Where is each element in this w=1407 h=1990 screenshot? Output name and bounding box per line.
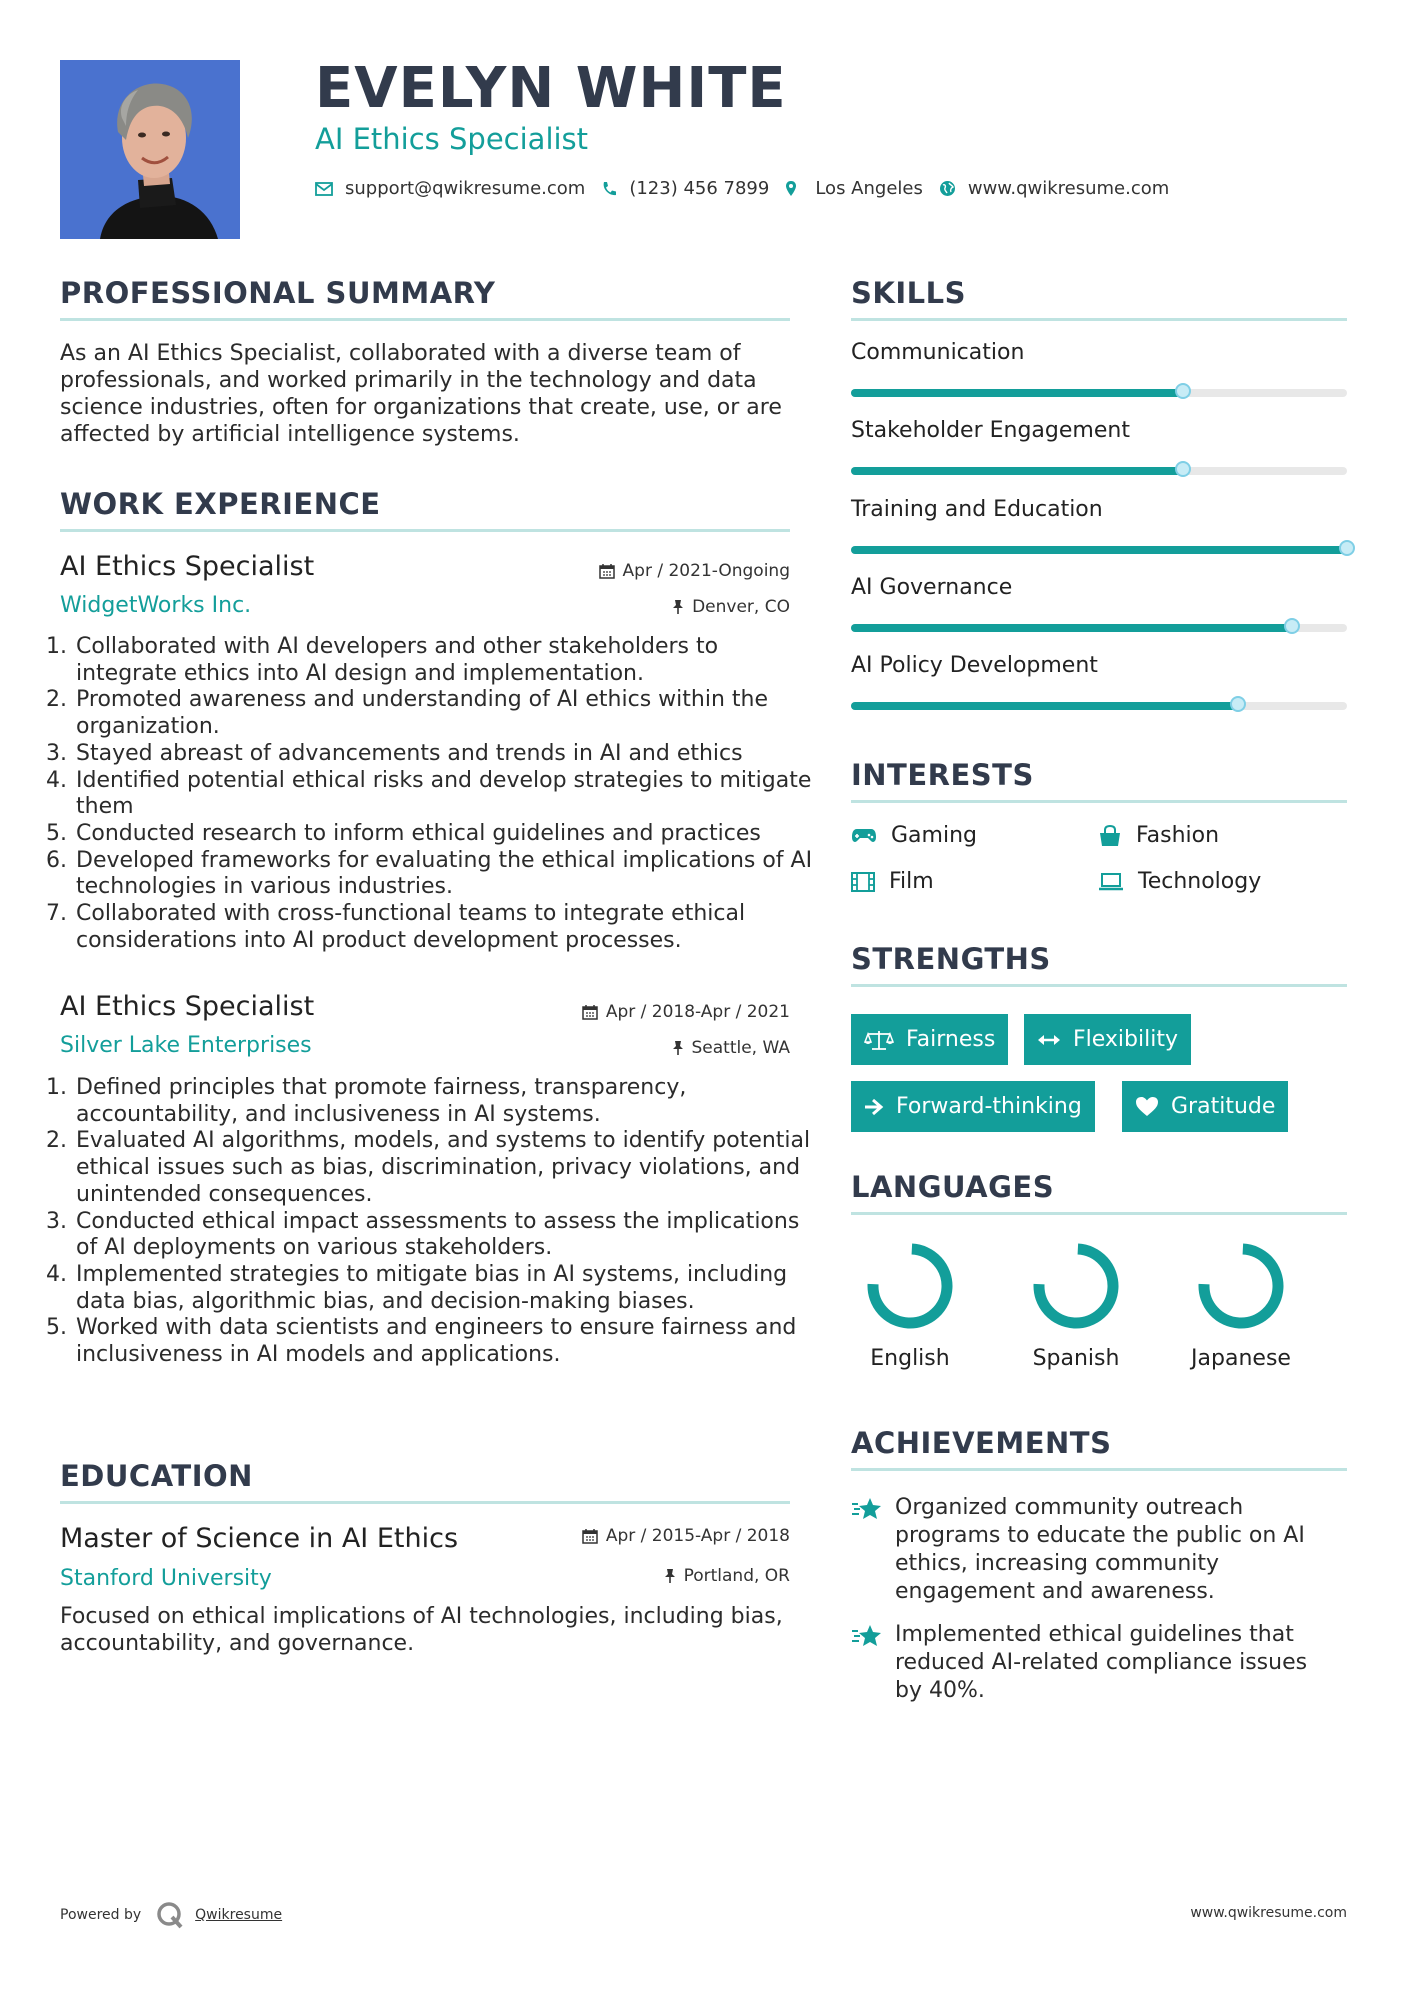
- job-duties: [55, 634, 814, 954]
- duty-item: 1. Collaborated with AI developers and other stakeholders to integrate ethics into AI design and implementation.: [74, 634, 814, 687]
- job-location-text: Seattle, WA: [691, 1038, 790, 1058]
- skill-level-knob: [1284, 618, 1300, 634]
- skill-bar-track: [851, 624, 1347, 632]
- achievement-item: [851, 1494, 1331, 1606]
- language-level-arc: [873, 1249, 947, 1323]
- calendar-icon: [582, 1004, 598, 1020]
- job-location: [672, 597, 790, 617]
- duty-item: 7. Collaborated with cross-functional teams to integrate ethical considerations into AI product development processes.: [74, 901, 814, 954]
- pushpin-icon: [672, 1040, 684, 1056]
- balance-scale-icon: [864, 1029, 894, 1051]
- skill-level-knob: [1175, 383, 1191, 399]
- experience-divider: [60, 529, 790, 532]
- education-dates: [582, 1526, 790, 1546]
- map-pin-icon: [785, 180, 797, 197]
- candidate-title: AI Ethics Specialist: [315, 122, 589, 156]
- duty-item: 3. Stayed abreast of advancements and trends in AI and ethics: [74, 741, 814, 768]
- portrait-image: [60, 60, 240, 239]
- contact-location: [785, 178, 923, 199]
- duty-item: 4. Implemented strategies to mitigate bias in AI systems, including data bias, algorithmic bias, and decision-making biases.: [74, 1262, 814, 1315]
- strength-label: Fairness: [906, 1027, 996, 1052]
- candidate-name: EVELYN WHITE: [315, 56, 787, 121]
- duty-item: 2. Evaluated AI algorithms, models, and systems to identify potential ethical issues such as bias, discrimination, privacy violations, and unintended consequences.: [74, 1128, 814, 1208]
- contact-website[interactable]: [939, 178, 1169, 199]
- qwikresume-logo-icon: [155, 1900, 185, 1930]
- language-ring: [1006, 1240, 1146, 1340]
- email-text: support@qwikresume.com: [345, 178, 586, 199]
- duty-item: 6. Developed frameworks for evaluating the ethical implications of AI technologies in various industries.: [74, 848, 814, 901]
- job-dates-text: Apr / 2018-Apr / 2021: [605, 1002, 790, 1022]
- achievements-divider: [851, 1468, 1347, 1471]
- skill-level-knob: [1175, 461, 1191, 477]
- experience-heading: WORK EXPERIENCE: [60, 487, 381, 521]
- strengths-divider: [851, 984, 1347, 987]
- language-item: [840, 1240, 980, 1371]
- skills-divider: [851, 318, 1347, 321]
- strength-tag: [1122, 1081, 1288, 1132]
- skill-item: [851, 653, 1347, 678]
- contact-email[interactable]: [315, 178, 585, 199]
- duty-item: 5. Conducted research to inform ethical guidelines and practices: [74, 821, 814, 848]
- globe-icon: [939, 180, 956, 197]
- job-location: [672, 1038, 791, 1058]
- interests-divider: [851, 800, 1347, 803]
- footer-powered-by: [60, 1900, 282, 1930]
- skill-item: [851, 418, 1347, 443]
- qwikresume-link[interactable]: Qwikresume: [195, 1907, 283, 1923]
- duty-item: 3. Conducted ethical impact assessments to assess the implications of AI deployments on various stakeholders.: [74, 1209, 814, 1262]
- strength-tag: [1024, 1014, 1191, 1065]
- language-label: English: [870, 1346, 950, 1371]
- phone-text: (123) 456 7899: [629, 178, 770, 199]
- degree-title: Master of Science in AI Ethics: [60, 1523, 459, 1554]
- calendar-icon: [599, 563, 615, 579]
- envelope-icon: [315, 182, 333, 196]
- skill-item: [851, 340, 1347, 365]
- summary-heading: PROFESSIONAL SUMMARY: [60, 276, 496, 310]
- summary-text: As an AI Ethics Specialist, collaborated with a diverse team of professionals, and worked primarily in the technology and data science industries, often for organizations that create, use, or are affected by artificial intelligence systems.: [60, 341, 782, 447]
- skill-level-knob: [1230, 696, 1246, 712]
- interest-label: Technology: [1138, 869, 1262, 894]
- strength-label: Flexibility: [1073, 1027, 1178, 1052]
- skill-bar-track: [851, 389, 1347, 397]
- strength-tag: [851, 1014, 1008, 1065]
- achievement-text: Organized community outreach programs to educate the public on AI ethics, increasing community engagement and awareness.: [895, 1495, 1305, 1604]
- skill-bar-track: [851, 702, 1347, 710]
- languages-heading: LANGUAGES: [851, 1170, 1055, 1204]
- star-icon: [851, 1496, 883, 1522]
- skill-label: AI Governance: [851, 574, 1013, 600]
- interest-item: [1098, 869, 1261, 894]
- language-ring: [1171, 1240, 1311, 1340]
- language-level-arc: [1039, 1249, 1113, 1323]
- interest-item: [851, 823, 977, 848]
- job-duties: [55, 1075, 814, 1369]
- website-text: www.qwikresume.com: [967, 178, 1170, 199]
- job-location-text: Denver, CO: [692, 597, 790, 617]
- pushpin-icon: [664, 1568, 676, 1584]
- strength-label: Forward-thinking: [896, 1094, 1082, 1119]
- interest-label: Film: [889, 869, 934, 894]
- duty-item: 2. Promoted awareness and understanding of AI ethics within the organization.: [74, 687, 814, 740]
- laptop-icon: [1098, 873, 1124, 891]
- education-heading: EDUCATION: [60, 1459, 253, 1493]
- skill-item: [851, 497, 1347, 522]
- phone-icon: [601, 181, 617, 197]
- strengths-heading: STRENGTHS: [851, 942, 1051, 976]
- location-text: Los Angeles: [815, 178, 923, 199]
- skill-bar-fill: [851, 467, 1183, 475]
- pushpin-icon: [672, 599, 684, 615]
- job-company: WidgetWorks Inc.: [60, 593, 252, 618]
- interest-label: Gaming: [891, 823, 977, 848]
- star-icon: [851, 1623, 883, 1649]
- skill-bar-track: [851, 467, 1347, 475]
- job-dates: [582, 1002, 790, 1022]
- skill-label: Training and Education: [851, 496, 1103, 522]
- skill-label: Stakeholder Engagement: [851, 418, 1130, 444]
- powered-by-text: Powered by: [60, 1907, 142, 1923]
- duty-item: 5. Worked with data scientists and engineers to ensure fairness and inclusiveness in AI models and applications.: [74, 1315, 814, 1368]
- interest-label: Fashion: [1136, 823, 1220, 848]
- education-dates-text: Apr / 2015-Apr / 2018: [605, 1526, 790, 1546]
- job-dates: [599, 561, 790, 581]
- language-label: Japanese: [1191, 1346, 1291, 1371]
- achievements-heading: ACHIEVEMENTS: [851, 1426, 1112, 1460]
- job-dates-text: Apr / 2021-Ongoing: [622, 561, 790, 581]
- film-icon: [851, 872, 875, 892]
- skill-bar-fill: [851, 702, 1238, 710]
- interest-item: [851, 869, 934, 894]
- arrows-horizontal-icon: [1037, 1033, 1061, 1047]
- strength-tag: [851, 1081, 1095, 1132]
- duty-item: 4. Identified potential ethical risks and develop strategies to mitigate them: [74, 768, 814, 821]
- job-title: AI Ethics Specialist: [60, 991, 315, 1022]
- skill-level-knob: [1339, 540, 1355, 556]
- interests-heading: INTERESTS: [851, 758, 1034, 792]
- achievement-text: Implemented ethical guidelines that reduced AI-related compliance issues by 40%.: [895, 1622, 1308, 1703]
- languages-list: [840, 1240, 1360, 1390]
- skill-item: [851, 575, 1347, 600]
- education-location: [664, 1566, 790, 1586]
- job-company: Silver Lake Enterprises: [60, 1033, 312, 1058]
- shopping-bag-icon: [1098, 825, 1122, 847]
- language-item: [1006, 1240, 1146, 1371]
- calendar-icon: [582, 1528, 598, 1544]
- footer-website[interactable]: www.qwikresume.com: [1190, 1905, 1347, 1921]
- skill-bar-fill: [851, 624, 1292, 632]
- achievement-item: [851, 1621, 1331, 1705]
- language-level-arc: [1204, 1249, 1278, 1323]
- skill-bar-fill: [851, 546, 1347, 554]
- contact-bar: [315, 178, 1185, 199]
- skill-bar-fill: [851, 389, 1183, 397]
- contact-phone[interactable]: [601, 178, 769, 199]
- language-label: Spanish: [1032, 1346, 1120, 1371]
- language-item: [1171, 1240, 1311, 1371]
- skill-label: AI Policy Development: [851, 653, 1098, 679]
- language-ring: [840, 1240, 980, 1340]
- gamepad-icon: [851, 828, 877, 844]
- job-title: AI Ethics Specialist: [60, 551, 315, 582]
- education-description: Focused on ethical implications of AI technologies, including bias, accountability, and governance.: [60, 1604, 783, 1656]
- arrow-right-icon: [864, 1098, 884, 1116]
- skill-label: Communication: [851, 340, 1025, 365]
- skills-heading: SKILLS: [851, 276, 966, 310]
- duty-item: 1. Defined principles that promote fairness, transparency, accountability, and inclusiveness in AI systems.: [74, 1075, 814, 1128]
- education-divider: [60, 1501, 790, 1504]
- skill-bar-track: [851, 546, 1347, 554]
- summary-divider: [60, 318, 790, 321]
- strength-label: Gratitude: [1171, 1094, 1276, 1119]
- school-name: Stanford University: [60, 1566, 272, 1591]
- heart-icon: [1135, 1096, 1159, 1117]
- languages-divider: [851, 1212, 1347, 1215]
- profile-photo: [60, 60, 240, 239]
- interest-item: [1098, 823, 1219, 848]
- education-location-text: Portland, OR: [683, 1566, 790, 1586]
